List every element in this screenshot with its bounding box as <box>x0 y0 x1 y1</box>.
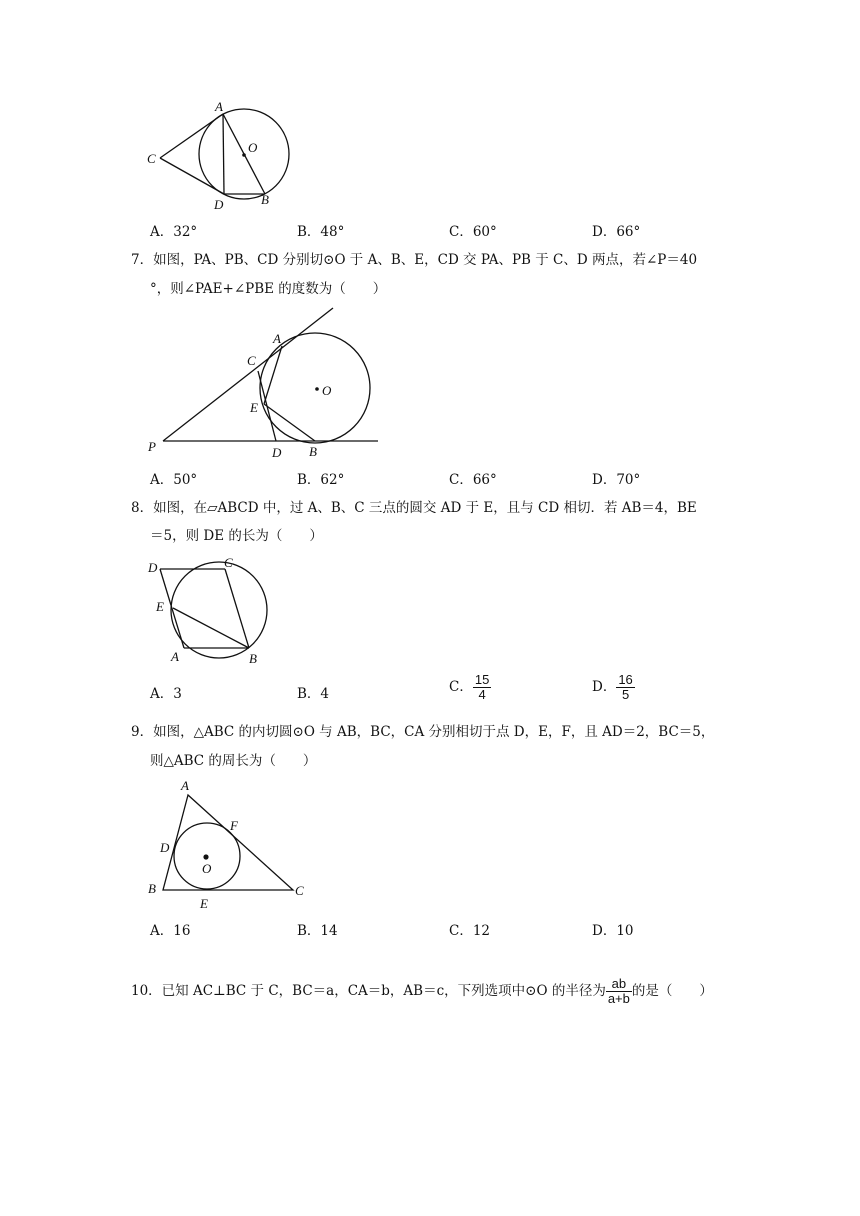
q8-option-c-denominator: 4 <box>478 687 486 702</box>
q9-label-b: B <box>148 881 156 896</box>
q9-label-a: A <box>181 778 189 793</box>
q9-label-o: O <box>202 861 212 876</box>
q7-label-o: O <box>322 383 332 398</box>
q6-chord-ad <box>223 114 224 194</box>
q8-label-a: A <box>171 649 179 664</box>
q8-label-e: E <box>156 599 164 614</box>
q8-option-c <box>449 673 491 702</box>
q7-tangent-pa <box>163 308 333 441</box>
q9-option-b: B．14 <box>297 923 338 939</box>
q10-fraction-numerator: ab <box>606 977 632 992</box>
q8-figure <box>140 550 280 670</box>
q9-question-line1: 9．如图，△ABC 的内切圆⊙O 与 AB，BC，CA 分别相切于点 D，E，F，且 AD＝2，BC＝5， <box>131 724 715 740</box>
q8-side-cb <box>225 569 249 648</box>
q10-fraction-denominator: a+b <box>607 991 630 1006</box>
q7-label-b: B <box>309 444 317 459</box>
q6-option-a: A．32° <box>150 224 198 240</box>
q6-tangent-cd <box>160 158 224 194</box>
q10-text-after: 的是（ ） <box>631 983 713 999</box>
q8-label-d: D <box>148 560 158 575</box>
q9-label-e: E <box>200 896 208 911</box>
q9-option-d: D．10 <box>592 923 634 939</box>
q6-label-a: A <box>215 99 223 114</box>
q7-center-dot <box>315 387 319 391</box>
q8-option-d-fraction <box>616 673 634 702</box>
q9-triangle-abc <box>163 795 293 890</box>
q7-label-a: A <box>273 331 281 346</box>
q9-option-c: C．12 <box>449 923 491 939</box>
q8-option-a: A．3 <box>150 686 182 702</box>
q7-option-b: B．62° <box>297 472 345 488</box>
q9-option-a: A．16 <box>150 923 191 939</box>
q7-option-d: D．70° <box>592 472 641 488</box>
q8-option-c-fraction <box>473 673 491 702</box>
q7-label-d: D <box>272 445 282 460</box>
q7-label-p: P <box>148 439 156 454</box>
q6-option-d: D．66° <box>592 224 641 240</box>
q10-radius-fraction <box>606 977 632 1006</box>
q8-option-c-prefix: C． <box>449 679 473 695</box>
q6-center-dot <box>242 153 246 157</box>
q8-label-c: C <box>224 555 233 570</box>
q9-question-line2: 则△ABC 的周长为（ ） <box>150 753 317 769</box>
q8-option-d <box>592 673 635 702</box>
q8-option-d-numerator: 16 <box>618 672 633 687</box>
q10-question <box>131 977 713 1006</box>
q8-question-line1: 8．如图，在▱ABCD 中，过 A、B、C 三点的圆交 AD 于 E，且与 CD 相切．若 AB＝4，BE <box>131 500 697 516</box>
q7-question-line1: 7．如图，PA、PB、CD 分别切⊙O 于 A、B、E，CD 交 PA、PB 于 C、D 两点，若∠P＝40 <box>131 252 698 268</box>
q6-label-d: D <box>214 197 224 212</box>
q7-option-a: A．50° <box>150 472 198 488</box>
q8-question-line2: ＝5，则 DE 的长为（ ） <box>150 528 323 544</box>
q8-option-b: B．4 <box>297 686 330 702</box>
q9-label-c: C <box>295 883 304 898</box>
q9-label-d: D <box>160 840 170 855</box>
q9-figure <box>140 775 315 910</box>
q7-option-c: C．66° <box>449 472 497 488</box>
q8-option-d-prefix: D． <box>592 679 617 695</box>
q6-tangent-ca <box>160 114 223 158</box>
q6-figure <box>140 98 310 213</box>
q7-circle <box>260 333 370 443</box>
q6-option-c: C．60° <box>449 224 497 240</box>
q8-option-d-denominator: 5 <box>621 687 630 702</box>
q7-label-e: E <box>250 400 258 415</box>
q8-label-b: B <box>249 651 257 666</box>
q6-label-c: C <box>147 151 156 166</box>
q7-figure <box>140 300 390 465</box>
q7-question-line2: °，则∠PAE+∠PBE 的度数为（ ） <box>150 281 387 297</box>
q8-circle <box>171 562 267 658</box>
q10-text-before: 10．已知 AC⊥BC 于 C，BC＝a，CA＝b，AB＝c，下列选项中⊙O 的半径为 <box>131 983 606 999</box>
q9-center-dot <box>203 854 208 859</box>
q8-option-c-numerator: 15 <box>474 672 490 687</box>
q6-option-b: B．48° <box>297 224 345 240</box>
q9-label-f: F <box>230 818 238 833</box>
q6-label-o: O <box>248 140 258 155</box>
q7-label-c: C <box>247 353 256 368</box>
q6-label-b: B <box>261 192 269 207</box>
q8-segment-eb <box>173 608 249 648</box>
